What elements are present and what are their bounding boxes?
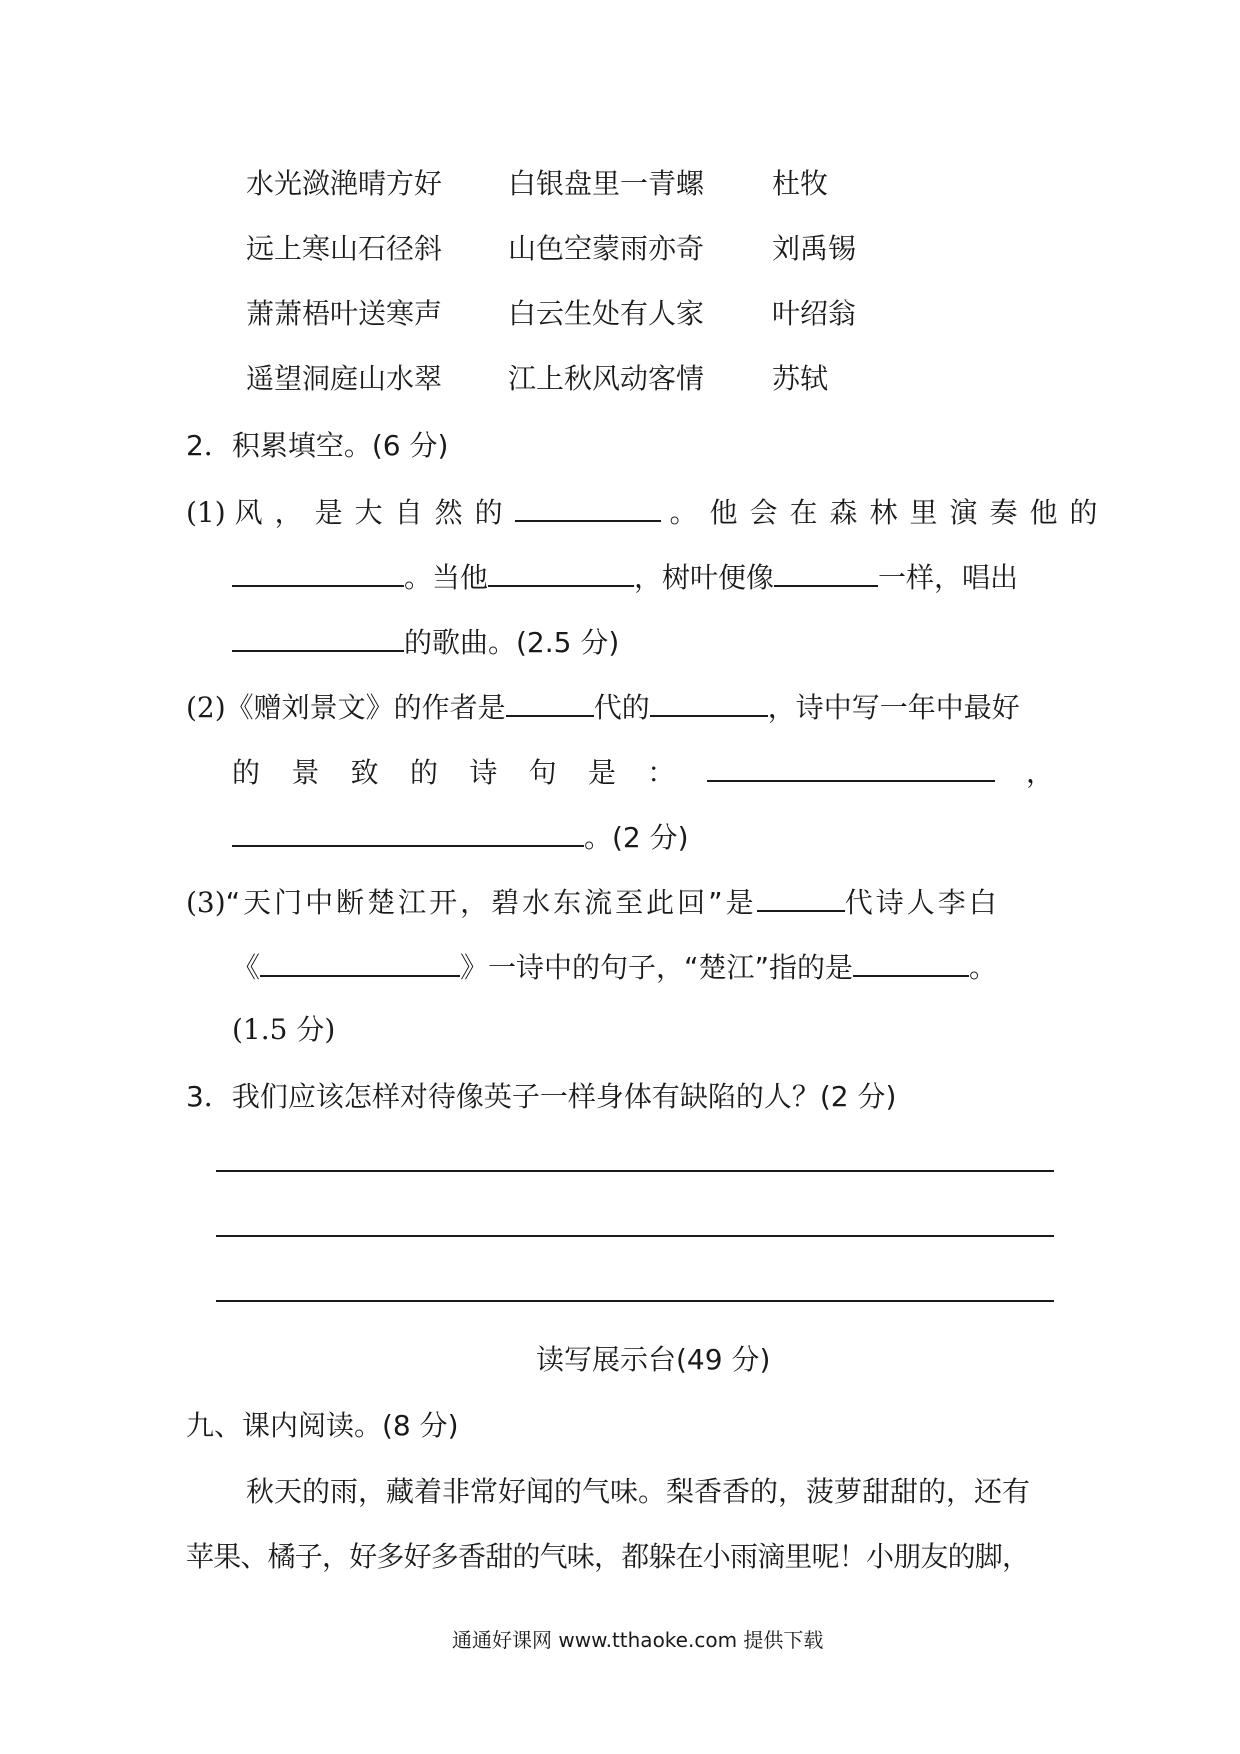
poem-line-a: 远上寒山石径斜 bbox=[246, 232, 443, 265]
question-2-1-line-3 bbox=[232, 620, 619, 663]
passage-line: 苹果、橘子，好多好多香甜的气味，都躲在小雨滴里呢！小朋友的脚， bbox=[186, 1540, 1030, 1573]
fill-blank[interactable] bbox=[757, 880, 845, 912]
text: ，树叶便像 bbox=[634, 561, 775, 594]
poem-line-a: 水光潋滟晴方好 bbox=[246, 167, 443, 200]
poet-name: 刘禹锡 bbox=[772, 232, 857, 265]
text: “天门中断楚江开，碧水东流至此回”是 bbox=[225, 886, 757, 919]
text: ， bbox=[1025, 756, 1054, 789]
text: 》一诗中的句子，“楚江”指的是 bbox=[460, 951, 854, 984]
question-2-heading: 2．积累填空。(6 分) bbox=[186, 429, 449, 462]
question-2-2-line-3 bbox=[232, 815, 689, 858]
item-number: (3) bbox=[186, 886, 226, 919]
fill-blank[interactable] bbox=[774, 555, 878, 587]
fill-blank[interactable] bbox=[506, 685, 594, 717]
text: ： bbox=[647, 756, 676, 789]
text: 。他会在森林里演奏他的 bbox=[669, 496, 1110, 529]
answer-line[interactable] bbox=[216, 1235, 1054, 1237]
answer-line[interactable] bbox=[216, 1170, 1054, 1172]
text: 风，是大自然的 bbox=[234, 496, 515, 529]
fill-blank[interactable] bbox=[650, 685, 768, 717]
text: 句 bbox=[528, 756, 557, 789]
fill-blank[interactable] bbox=[232, 620, 404, 652]
question-2-1-line-1 bbox=[186, 490, 1110, 533]
text: 《 bbox=[232, 951, 261, 984]
question-2-2-line-2 bbox=[232, 750, 1054, 793]
poet-name: 杜牧 bbox=[772, 167, 829, 200]
fill-blank[interactable] bbox=[707, 750, 995, 782]
text: 代的 bbox=[593, 691, 650, 724]
text: 。当他 bbox=[404, 561, 489, 594]
text: 。(2 分) bbox=[584, 821, 689, 854]
poem-line-b: 白银盘里一青螺 bbox=[508, 167, 705, 200]
question-2-2-line-1 bbox=[186, 685, 1020, 728]
text: 的歌曲。(2.5 分) bbox=[404, 626, 620, 659]
question-9-heading: 九、课内阅读。(8 分) bbox=[186, 1409, 459, 1442]
answer-line[interactable] bbox=[216, 1300, 1054, 1302]
fill-blank[interactable] bbox=[488, 555, 634, 587]
footer-source: 通通好课网 www.tthaoke.com 提供下载 bbox=[452, 1628, 824, 1652]
question-2-3-line-3: (1.5 分) bbox=[232, 1013, 336, 1046]
poem-line-b: 白云生处有人家 bbox=[508, 297, 705, 330]
text: 是 bbox=[587, 756, 616, 789]
text: 的 bbox=[409, 756, 438, 789]
fill-blank[interactable] bbox=[232, 815, 584, 847]
poet-name: 叶绍翁 bbox=[772, 297, 857, 330]
text: 一样，唱出 bbox=[878, 561, 1019, 594]
question-2-1-line-2 bbox=[232, 555, 1018, 598]
text: 景 bbox=[291, 756, 320, 789]
text: 诗 bbox=[469, 756, 498, 789]
text: 的 bbox=[232, 756, 261, 789]
section-title: 读写展示台(49 分) bbox=[536, 1343, 771, 1376]
fill-blank[interactable] bbox=[232, 555, 404, 587]
question-2-3-line-2 bbox=[232, 945, 997, 988]
text: 《赠刘景文》的作者是 bbox=[225, 691, 506, 724]
fill-blank[interactable] bbox=[260, 945, 460, 977]
fill-blank[interactable] bbox=[853, 945, 969, 977]
text: 致 bbox=[350, 756, 379, 789]
item-number: (1) bbox=[186, 496, 226, 529]
passage-line: 秋天的雨，藏着非常好闻的气味。梨香香的，菠萝甜甜的，还有 bbox=[246, 1475, 1031, 1508]
text: ，诗中写一年中最好 bbox=[767, 691, 1020, 724]
question-3-heading: 3．我们应该怎样对待像英子一样身体有缺陷的人？(2 分) bbox=[186, 1080, 897, 1113]
text: 。 bbox=[969, 951, 998, 984]
question-2-3-line-1 bbox=[186, 880, 1000, 923]
poem-line-b: 江上秋风动客情 bbox=[508, 362, 705, 395]
poet-name: 苏轼 bbox=[772, 362, 829, 395]
item-number: (2) bbox=[186, 691, 226, 724]
fill-blank[interactable] bbox=[515, 490, 661, 522]
text: 代诗人李白 bbox=[844, 886, 1000, 919]
poem-line-a: 萧萧梧叶送寒声 bbox=[246, 297, 443, 330]
poem-line-b: 山色空蒙雨亦奇 bbox=[508, 232, 705, 265]
poem-line-a: 遥望洞庭山水翠 bbox=[246, 362, 443, 395]
